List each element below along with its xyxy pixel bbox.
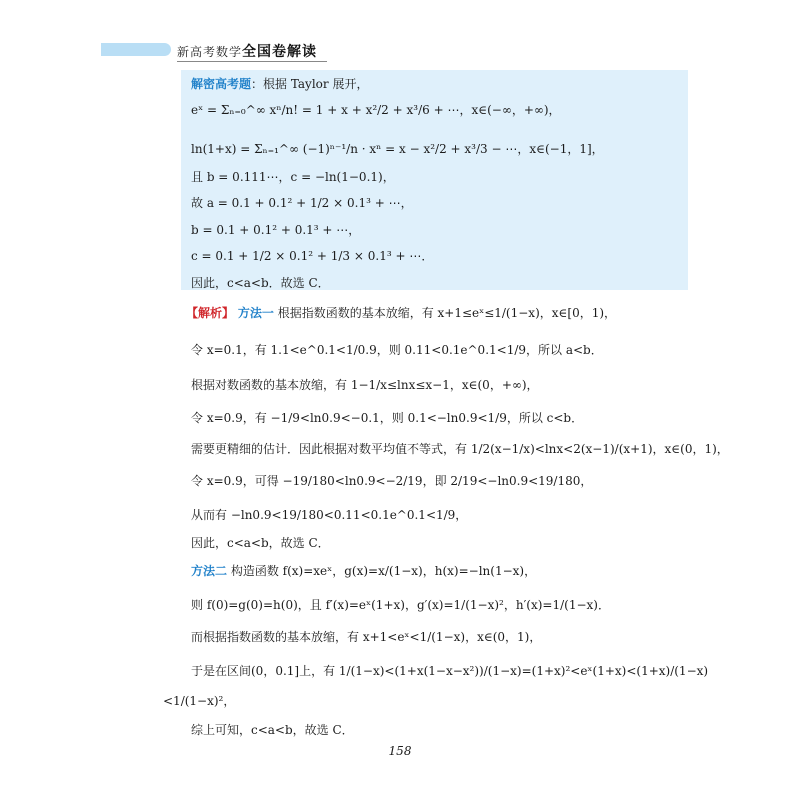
secret-line-5: 故 a = 0.1 + 0.1² + 1/2 × 0.1³ + ⋯， (191, 196, 413, 210)
secret-line-6: b = 0.1 + 0.1² + 0.1³ + ⋯， (191, 223, 361, 237)
analysis-line-3: 根据对数函数的基本放缩，有 1−1/x≤lnx≤x−1，x∈(0，+∞)， (191, 378, 539, 392)
header-title-prefix: 新高考数学 (177, 45, 243, 59)
analysis-line-6: 令 x=0.9，可得 −19/180<ln0.9<−2/19，即 2/19<−ln0.9<19/180， (191, 474, 593, 488)
analysis-line-14: 综上可知，c<a<b，故选 C． (191, 723, 354, 737)
header-title-bold: 全国卷解读 (242, 44, 318, 60)
method2-label: 方法二 (191, 564, 228, 578)
secret-line-7: c = 0.1 + 1/2 × 0.1² + 1/3 × 0.1³ + ⋯． (191, 249, 434, 263)
analysis-line-8: 因此，c<a<b，故选 C． (191, 536, 330, 550)
analysis-line-13: <1/(1−x)²， (163, 694, 236, 708)
analysis-line-4: 令 x=0.9，有 −1/9<ln0.9<−0.1，则 0.1<−ln0.9<1/9，所以 c<b． (191, 411, 584, 425)
secret-label: 解密高考题 (191, 77, 252, 91)
analysis-line-7: 从而有 −ln0.9<19/180<0.11<0.1e^0.1<1/9， (191, 508, 468, 522)
analysis-line-12: 于是在区间(0，0.1]上，有 1/(1−x)<(1+x(1−x−x²))/(1−x)=(1+x)²<eˣ(1+x)<(1+x)/(1−x) (191, 664, 709, 678)
secret-line-3: ln(1+x) = Σₙ₌₁^∞ (−1)ⁿ⁻¹/n · xⁿ = x − x²/2 + x³/3 − ⋯，x∈(−1，1]， (191, 142, 604, 156)
secret-line-8: 因此，c<a<b．故选 C． (191, 276, 330, 290)
analysis-line-5: 需要更精细的估计．因此根据对数平均值不等式，有 1/2(x−1/x)<lnx<2(x−1)/(x+1)，x∈(0，1)， (191, 442, 729, 456)
secret-line-1: 解密高考题：根据 Taylor 展开， (191, 77, 369, 91)
header-decoration-bar (101, 43, 171, 56)
analysis-line-10: 则 f(0)=g(0)=h(0)，且 f′(x)=eˣ(1+x)，g′(x)=1/(1−x)²，h′(x)=1/(1−x)． (191, 598, 610, 612)
method1-label: 方法一 (237, 306, 274, 320)
page-header (0, 38, 800, 68)
analysis-line-11: 而根据指数函数的基本放缩，有 x+1<eˣ<1/(1−x)，x∈(0，1)， (191, 630, 542, 644)
analysis-line-2: 令 x=0.1，有 1.1<e^0.1<1/0.9，则 0.11<0.1e^0.1<1/9，所以 a<b． (191, 343, 603, 357)
secret-line-4: 且 b = 0.111⋯，c = −ln(1−0.1)， (191, 170, 395, 184)
header-title (177, 41, 317, 61)
analysis-label: 【解析】 (186, 306, 235, 320)
page-number: 158 (388, 744, 412, 758)
analysis-line-1: 【解析】 方法一 根据指数函数的基本放缩，有 x+1≤eˣ≤1/(1−x)，x∈[0，1)， (186, 306, 617, 320)
secret-line-2: eˣ = Σₙ₌₀^∞ xⁿ/n! = 1 + x + x²/2 + x³/6 + ⋯，x∈(−∞，+∞)， (191, 103, 561, 117)
analysis-line-9: 方法二 构造函数 f(x)=xeˣ，g(x)=x/(1−x)，h(x)=−ln(1−x)， (191, 564, 537, 578)
header-rule (177, 61, 327, 62)
